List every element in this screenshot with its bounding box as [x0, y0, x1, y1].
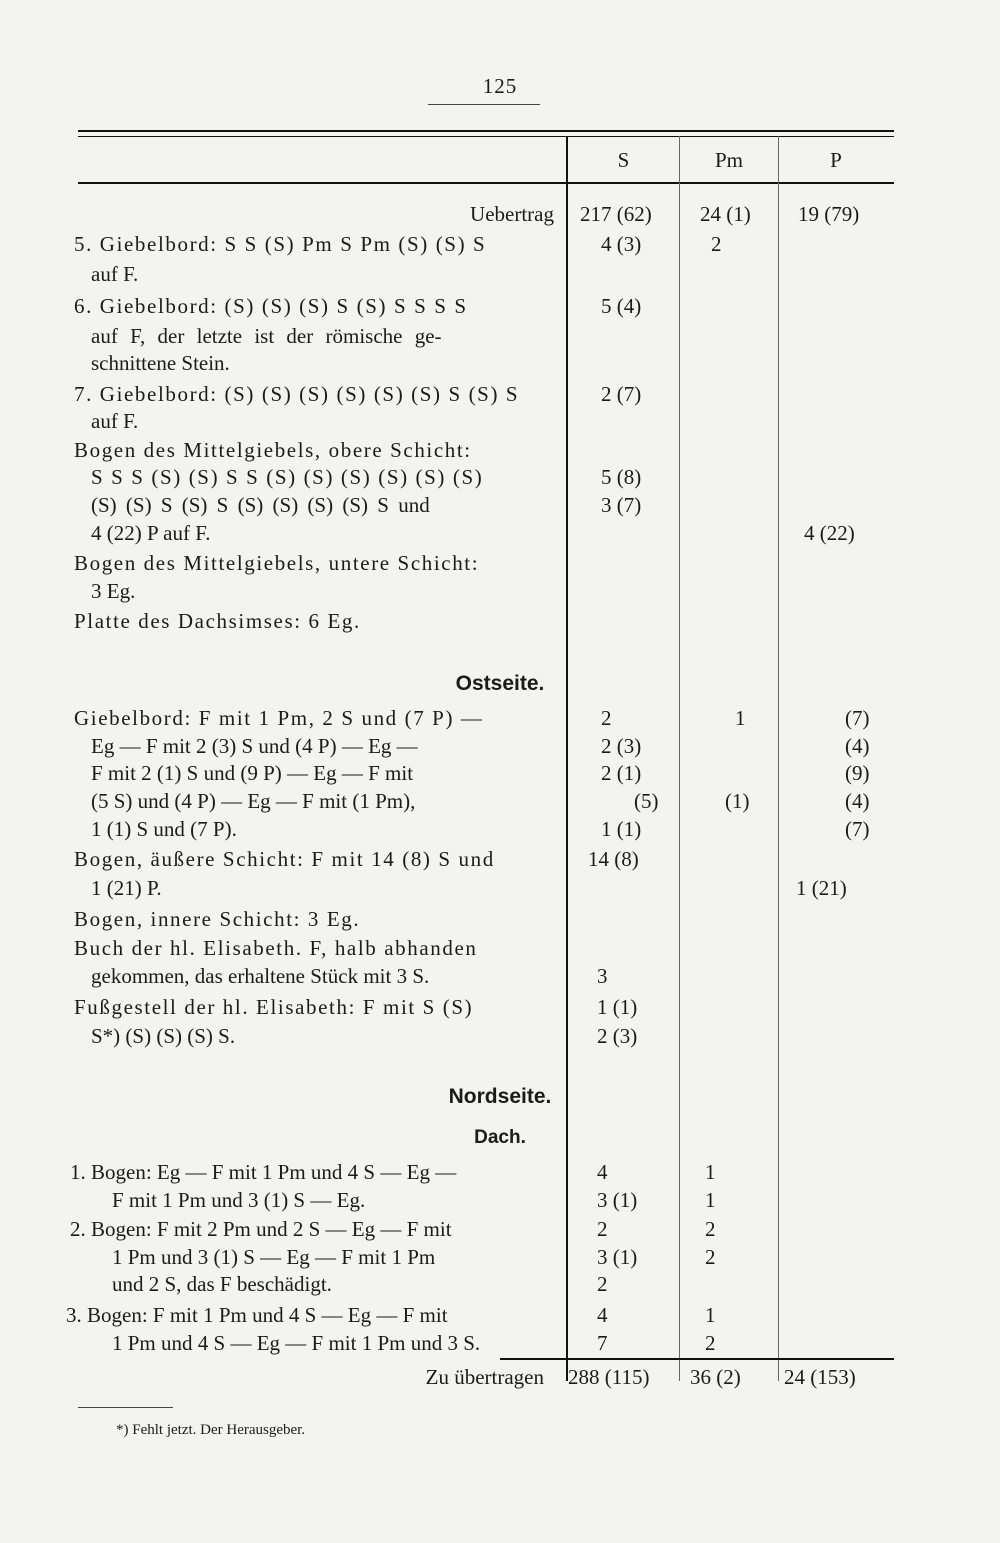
footnote-rule: [78, 1407, 173, 1408]
table-row: [0, 961, 1000, 991]
value-s: 2: [597, 1272, 608, 1296]
value-s: 7: [597, 1331, 608, 1355]
value-p: (7): [845, 706, 870, 730]
entry-text: 1 (1) S und (7 P).: [91, 817, 237, 841]
table-row: [0, 321, 1000, 351]
entry-text: Fußgestell der hl. Elisabeth: F mit S (S): [74, 995, 474, 1019]
entry-text: 1 (21) P.: [91, 876, 162, 900]
value-s: 2 (1): [601, 761, 642, 785]
table-row: [0, 576, 1000, 606]
table-row: [0, 229, 1000, 259]
value-s: 2 (3): [597, 1024, 638, 1048]
entry-text: Platte des Dachsimses: 6 Eg.: [74, 609, 361, 633]
value-s: 4: [597, 1160, 608, 1184]
table-row: [0, 406, 1000, 436]
value-s: 4: [597, 1303, 608, 1327]
entry-text: (S) (S) S (S) S (S) (S) (S) (S) S und: [91, 493, 430, 517]
table-row: [0, 1214, 1000, 1244]
sum-rule: [500, 1358, 894, 1360]
table-top-rule-thin: [78, 136, 894, 137]
table-row: [0, 462, 1000, 492]
entry-text: auf F, der letzte ist der römische ge-: [91, 324, 442, 348]
table-row: [0, 786, 1000, 816]
value-p: 1 (21): [796, 876, 847, 900]
table-row: [0, 1021, 1000, 1051]
table-row: [0, 348, 1000, 378]
carry-out-row: [0, 1362, 1000, 1392]
carry-in-pm: 24 (1): [700, 202, 751, 226]
value-pm: 2: [711, 232, 722, 256]
entry-text: gekommen, das erhaltene Stück mit 3 S.: [91, 964, 430, 988]
table-row: [0, 1242, 1000, 1272]
value-pm: 1: [705, 1160, 716, 1184]
table-row: [0, 1300, 1000, 1330]
subsection-heading-dach: Dach.: [474, 1127, 526, 1148]
value-s: 3 (1): [597, 1188, 638, 1212]
column-header-pm: Pm: [714, 148, 743, 172]
table-row: [0, 1328, 1000, 1358]
table-row: [0, 548, 1000, 578]
value-s: 2: [601, 706, 612, 730]
value-pm: 1: [705, 1188, 716, 1212]
entry-text: 4 (22) P auf F.: [91, 521, 211, 545]
entry-text: Eg — F mit 2 (3) S und (4 P) — Eg —: [91, 734, 418, 758]
table-row: [0, 992, 1000, 1022]
entry-text: auf F.: [91, 262, 139, 286]
table-header-rule: [78, 182, 894, 184]
table-row: [0, 490, 1000, 520]
footnote: *) Fehlt jetzt. Der Herausgeber.: [116, 1422, 306, 1438]
entry-text: 5. Giebelbord: S S (S) Pm S Pm (S) (S) S: [74, 232, 487, 256]
entry-text: S*) (S) (S) (S) S.: [91, 1024, 236, 1048]
entry-text: auf F.: [91, 409, 139, 433]
page-number: 125: [482, 74, 518, 98]
entry-text: F mit 2 (1) S und (9 P) — Eg — F mit: [91, 761, 414, 785]
value-p: (9): [845, 761, 870, 785]
value-s: 5 (4): [601, 294, 642, 318]
carry-in-p: 19 (79): [798, 202, 860, 226]
value-s: 5 (8): [601, 465, 642, 489]
table-row: [0, 703, 1000, 733]
column-header-p: P: [830, 148, 842, 172]
table-row: [0, 1185, 1000, 1215]
table-row: [0, 933, 1000, 963]
value-pm: 2: [705, 1217, 716, 1241]
table-row: [0, 814, 1000, 844]
entry-text: Bogen des Mittelgiebels, untere Schicht:: [74, 551, 480, 575]
value-p: (4): [845, 789, 870, 813]
table-row: [0, 379, 1000, 409]
entry-text: F mit 1 Pm und 3 (1) S — Eg.: [112, 1188, 366, 1212]
table-row: [0, 844, 1000, 874]
carry-out-pm: 36 (2): [690, 1365, 741, 1389]
entry-text: 3 Eg.: [91, 579, 136, 603]
value-s: 2 (3): [601, 734, 642, 758]
value-s: 1 (1): [597, 995, 638, 1019]
value-p: 4 (22): [804, 521, 855, 545]
carry-out-s: 288 (115): [568, 1365, 650, 1389]
value-pm: 2: [705, 1245, 716, 1269]
carry-in-row: [0, 199, 1000, 229]
table-row: [0, 518, 1000, 548]
value-pm: 1: [735, 706, 746, 730]
entry-text: 2. Bogen: F mit 2 Pm und 2 S — Eg — F mit: [70, 1217, 452, 1241]
value-s: 4 (3): [601, 232, 642, 256]
entry-text: schnittene Stein.: [91, 351, 230, 375]
table-row: [0, 873, 1000, 903]
entry-text: und 2 S, das F beschädigt.: [112, 1272, 332, 1296]
section-heading-nordseite: Nordseite.: [448, 1085, 552, 1108]
value-p: (4): [845, 734, 870, 758]
entry-text: (5 S) und (4 P) — Eg — F mit (1 Pm),: [91, 789, 416, 813]
entry-text: Bogen, äußere Schicht: F mit 14 (8) S und: [74, 847, 495, 871]
table-row: [0, 1269, 1000, 1299]
page-number-rule: [428, 104, 540, 105]
entry-text: 3. Bogen: F mit 1 Pm und 4 S — Eg — F mit: [66, 1303, 448, 1327]
value-pm: (1): [725, 789, 750, 813]
table-row: [0, 731, 1000, 761]
value-pm: 1: [705, 1303, 716, 1327]
entry-text: 1 Pm und 3 (1) S — Eg — F mit 1 Pm: [112, 1245, 436, 1269]
value-pm: 2: [705, 1331, 716, 1355]
entry-text: 7. Giebelbord: (S) (S) (S) (S) (S) (S) S (S) S: [74, 382, 520, 406]
value-s: 3 (1): [597, 1245, 638, 1269]
section-heading-ostseite: Ostseite.: [455, 672, 545, 695]
table-row: [0, 758, 1000, 788]
value-p: (7): [845, 817, 870, 841]
table-row: [0, 291, 1000, 321]
carry-out-p: 24 (153): [784, 1365, 856, 1389]
table-row: [0, 606, 1000, 636]
value-s: 3 (7): [601, 493, 642, 517]
carry-out-label: Zu übertragen: [425, 1365, 544, 1389]
entry-text: 1 Pm und 4 S — Eg — F mit 1 Pm und 3 S.: [112, 1331, 481, 1355]
value-s: 3: [597, 964, 608, 988]
value-s: 2 (7): [601, 382, 642, 406]
table-row: [0, 435, 1000, 465]
entry-text: Buch der hl. Elisabeth. F, halb abhanden: [74, 936, 478, 960]
value-s: 1 (1): [601, 817, 642, 841]
table-row: [0, 1157, 1000, 1187]
carry-in-label: Uebertrag: [470, 202, 554, 226]
table-top-rule: [78, 130, 894, 132]
value-s: 2: [597, 1217, 608, 1241]
entry-text: S S S (S) (S) S S (S) (S) (S) (S) (S) (S): [91, 465, 484, 489]
column-header-s: S: [617, 148, 630, 172]
table-row: [0, 259, 1000, 289]
entry-text: Giebelbord: F mit 1 Pm, 2 S und (7 P) —: [74, 706, 484, 730]
entry-text: Bogen des Mittelgiebels, obere Schicht:: [74, 438, 472, 462]
table-row: [0, 904, 1000, 934]
entry-text: 1. Bogen: Eg — F mit 1 Pm und 4 S — Eg —: [70, 1160, 457, 1184]
value-s: (5): [634, 789, 659, 813]
entry-text: 6. Giebelbord: (S) (S) (S) S (S) S S S S: [74, 294, 468, 318]
value-s: 14 (8): [588, 847, 639, 871]
entry-text: Bogen, innere Schicht: 3 Eg.: [74, 907, 361, 931]
carry-in-s: 217 (62): [580, 202, 652, 226]
